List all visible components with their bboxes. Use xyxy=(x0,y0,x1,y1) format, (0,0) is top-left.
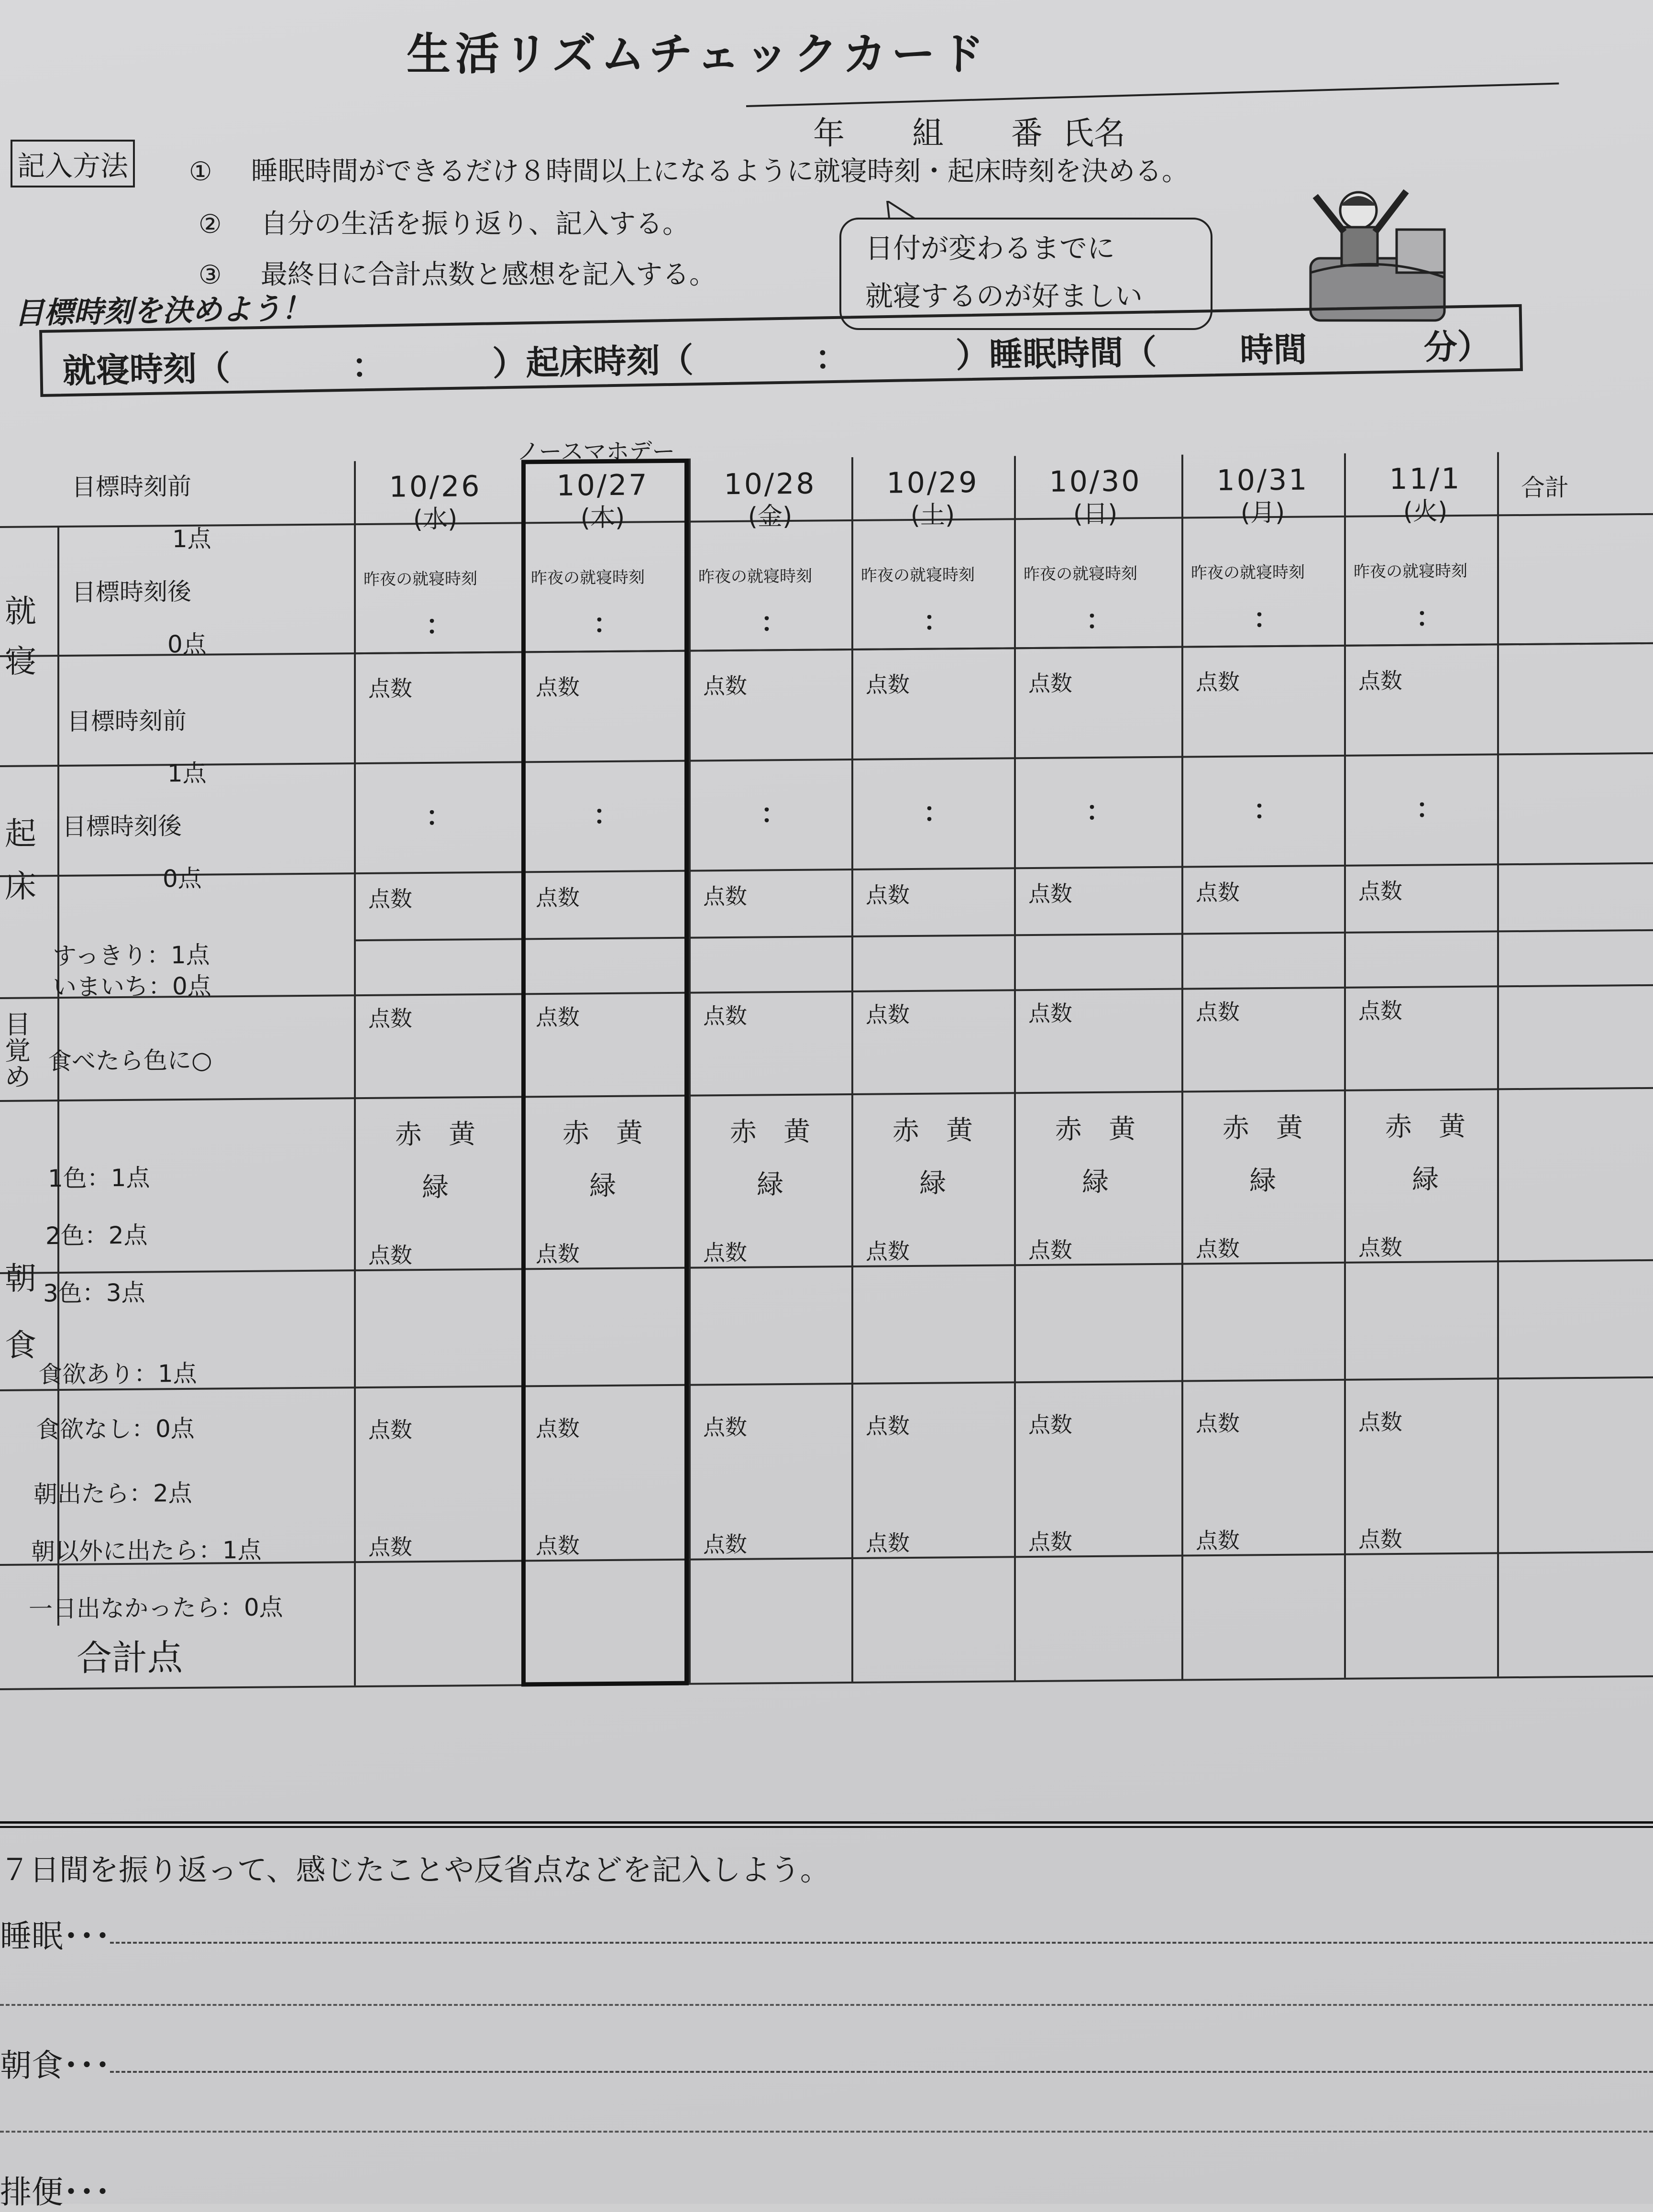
color-green[interactable]: 緑 xyxy=(1412,1164,1439,1195)
name-fields xyxy=(813,108,1183,153)
rhythm-check-table xyxy=(0,451,1653,1817)
table-row-border xyxy=(0,1675,1653,1690)
table-row-border xyxy=(0,984,1653,999)
weekday-header: (水) xyxy=(413,505,458,534)
score-cell[interactable]: 点数 xyxy=(1358,1234,1402,1261)
bedtime-colon: ： xyxy=(351,346,386,386)
score-cell[interactable]: 点数 xyxy=(1196,1235,1240,1262)
weekday-header: (日) xyxy=(1073,499,1118,529)
date-header: 10/29 xyxy=(886,465,979,500)
food-color-choices[interactable] xyxy=(851,1104,1014,1211)
sleep-duration-label: ）睡眠時間（ xyxy=(955,332,1157,375)
table-row-border xyxy=(0,1087,1653,1102)
score-cell[interactable]: 点数 xyxy=(1196,669,1240,695)
category-wake: 床 xyxy=(5,868,36,905)
reflection-prompt: ７日間を振り返って、感じたことや反省点などを記入しよう。 xyxy=(0,1852,830,1887)
section-divider xyxy=(0,1821,1653,1828)
table-row-border xyxy=(0,1259,1653,1274)
writing-line[interactable] xyxy=(0,2004,1653,2006)
page-title: 生活リズムチェックカード xyxy=(407,29,989,80)
score-cell[interactable]: 点数 xyxy=(1028,1411,1072,1438)
color-green[interactable]: 緑 xyxy=(1082,1166,1109,1198)
wake-time-entry[interactable]: ： xyxy=(593,799,620,831)
bedtime-entry[interactable]: ： xyxy=(1086,604,1113,636)
score-cell[interactable]: 点数 xyxy=(866,1238,910,1265)
category-awakening: 目 xyxy=(5,1009,31,1040)
table-col-border xyxy=(1014,456,1016,1680)
weekday-header: (木) xyxy=(580,503,625,533)
table-col-border xyxy=(1344,453,1346,1678)
weekday-header: (火) xyxy=(1403,497,1448,526)
category-bedtime: 寝 xyxy=(5,643,36,680)
breakfast-writing-line[interactable] xyxy=(110,2071,1653,2073)
bedtime-entry[interactable]: ： xyxy=(760,607,787,638)
score-cell[interactable]: 点数 xyxy=(866,671,910,698)
score-cell[interactable]: 点数 xyxy=(866,882,910,908)
table-col-border xyxy=(1181,455,1183,1679)
bedtime-entry[interactable]: ： xyxy=(1253,603,1280,635)
rule-one-point: 1点 xyxy=(172,525,211,553)
rule-after: 目標時刻後 xyxy=(72,577,191,606)
score-cell[interactable]: 点数 xyxy=(866,1413,910,1439)
rule-appetite-no: 食欲なし：0点 xyxy=(36,1414,195,1444)
color-red[interactable]: 赤 xyxy=(395,1119,422,1151)
color-red[interactable]: 赤 xyxy=(1385,1111,1412,1143)
rule-after: 目標時刻後 xyxy=(62,812,182,841)
score-cell[interactable]: 点数 xyxy=(866,1530,910,1556)
score-cell[interactable]: 点数 xyxy=(536,884,580,911)
score-cell[interactable]: 点数 xyxy=(368,1534,412,1560)
hours-label: 時間 xyxy=(1239,330,1308,371)
howto-step-1: ① 睡眠時間ができるだけ８時間以上になるように就寝時刻・起床時刻を決める。 xyxy=(189,156,1189,187)
score-cell[interactable]: 点数 xyxy=(1028,1000,1072,1027)
score-cell[interactable]: 点数 xyxy=(703,672,747,699)
table-row-border xyxy=(0,862,1653,877)
color-yellow[interactable]: 黄 xyxy=(1109,1113,1135,1145)
howto-step-3: ③ 最終日に合計点数と感想を記入する。 xyxy=(198,259,716,290)
color-yellow[interactable]: 黄 xyxy=(946,1115,973,1146)
bedtime-entry[interactable]: ： xyxy=(426,609,452,641)
food-color-choices[interactable] xyxy=(354,1108,517,1215)
color-yellow[interactable]: 黄 xyxy=(1276,1112,1303,1144)
rule-three-colors: 3色：3点 xyxy=(43,1278,145,1308)
food-color-choices[interactable] xyxy=(1344,1100,1507,1207)
bedtime-entry[interactable]: ： xyxy=(923,605,950,637)
score-cell[interactable]: 点数 xyxy=(536,1241,580,1267)
score-cell[interactable]: 点数 xyxy=(536,674,580,701)
color-yellow[interactable]: 黄 xyxy=(616,1117,643,1149)
last-night-bedtime-label: 昨夜の就寝時刻 xyxy=(861,565,975,585)
color-red[interactable]: 赤 xyxy=(562,1118,589,1149)
score-cell[interactable]: 点数 xyxy=(703,1531,747,1558)
rule-out-other: 朝以外に出たら：1点 xyxy=(31,1536,262,1566)
table-col-border xyxy=(689,459,691,1683)
minutes-label: 分） xyxy=(1423,326,1491,367)
grade-label: 年 xyxy=(813,115,845,152)
category-awakening: め xyxy=(5,1062,31,1092)
rule-two-colors: 2色：2点 xyxy=(45,1221,148,1250)
category-breakfast: 朝 xyxy=(5,1260,36,1297)
last-night-bedtime-label: 昨夜の就寝時刻 xyxy=(1354,561,1467,582)
date-header: 11/1 xyxy=(1389,462,1462,496)
score-cell[interactable]: 点数 xyxy=(1196,879,1240,906)
score-cell[interactable]: 点数 xyxy=(368,1005,412,1032)
color-red[interactable]: 赤 xyxy=(1223,1112,1249,1144)
no-smartphone-day-note: ノースマホデー xyxy=(517,438,675,465)
score-cell[interactable]: 点数 xyxy=(1028,880,1072,907)
writing-line[interactable] xyxy=(0,2131,1653,2133)
score-cell[interactable]: 点数 xyxy=(368,886,412,912)
rule-before: 目標時刻前 xyxy=(72,472,191,501)
color-yellow[interactable]: 黄 xyxy=(449,1119,475,1150)
color-red[interactable]: 赤 xyxy=(730,1116,757,1148)
color-red[interactable]: 赤 xyxy=(1055,1114,1082,1145)
last-night-bedtime-label: 昨夜の就寝時刻 xyxy=(364,569,477,590)
score-cell[interactable]: 点数 xyxy=(1358,667,1402,694)
name-underline xyxy=(746,83,1559,107)
weekday-header: (金) xyxy=(748,502,793,531)
total-column-header: 合計 xyxy=(1521,473,1569,502)
score-cell[interactable]: 点数 xyxy=(1358,878,1402,904)
rule-out-none: 一日出なかったら：0点 xyxy=(29,1593,283,1623)
date-header: 10/26 xyxy=(389,470,482,504)
sleep-writing-line[interactable] xyxy=(110,1942,1653,1944)
score-cell[interactable]: 点数 xyxy=(368,1242,412,1268)
last-night-bedtime-label: 昨夜の就寝時刻 xyxy=(1024,564,1137,584)
wake-time-entry[interactable]: ： xyxy=(1416,793,1443,825)
score-cell[interactable]: 点数 xyxy=(703,1239,747,1266)
bedtime-label: 就寝時刻（ xyxy=(62,348,231,391)
food-color-choices[interactable] xyxy=(1014,1103,1177,1210)
bowel-reflection-label: 排便･･･ xyxy=(0,2174,110,2211)
score-cell[interactable]: 点数 xyxy=(368,1417,412,1443)
score-cell[interactable]: 点数 xyxy=(1358,1526,1402,1552)
score-cell[interactable]: 点数 xyxy=(703,883,747,910)
last-night-bedtime-label: 昨夜の就寝時刻 xyxy=(698,566,812,587)
rule-one-color: 1色：1点 xyxy=(48,1164,150,1193)
score-cell[interactable]: 点数 xyxy=(703,1414,747,1441)
score-cell[interactable]: 点数 xyxy=(703,1002,747,1029)
score-cell[interactable]: 点数 xyxy=(1028,1237,1072,1264)
weekday-header: (土) xyxy=(910,501,955,530)
rule-out-morning: 朝出たら：2点 xyxy=(33,1479,192,1508)
date-header: 10/28 xyxy=(724,467,816,502)
color-yellow[interactable]: 黄 xyxy=(1439,1111,1466,1143)
category-breakfast: 食 xyxy=(5,1327,36,1364)
breakfast-reflection-label: 朝食･･･ xyxy=(0,2047,110,2084)
score-cell[interactable]: 点数 xyxy=(1358,1409,1402,1435)
howto-label: 記入方法 xyxy=(11,140,135,187)
table-row-border xyxy=(0,1376,1653,1391)
rule-ate-color: 食べたら色に○ xyxy=(48,1046,212,1076)
table-col-border xyxy=(354,461,356,1685)
food-color-choices[interactable] xyxy=(521,1107,684,1213)
score-cell[interactable]: 点数 xyxy=(1196,1527,1240,1554)
score-cell[interactable]: 点数 xyxy=(1358,997,1402,1024)
table-row-border xyxy=(0,752,1653,767)
wake-label: ）起床時刻（ xyxy=(492,340,694,384)
sleep-reflection-label: 睡眠･･･ xyxy=(0,1918,110,1955)
rule-not-quite: いまいち：0点 xyxy=(53,972,211,1001)
score-cell[interactable]: 点数 xyxy=(1028,670,1072,697)
goal-heading: 目標時刻を決めよう！ xyxy=(14,290,311,331)
date-header: 10/31 xyxy=(1216,463,1309,498)
last-night-bedtime-label: 昨夜の就寝時刻 xyxy=(531,568,645,588)
weekday-header: (月) xyxy=(1240,498,1285,528)
score-cell[interactable]: 点数 xyxy=(368,675,412,702)
rule-one-point: 1点 xyxy=(167,759,207,788)
score-cell[interactable]: 点数 xyxy=(536,1532,580,1559)
color-red[interactable]: 赤 xyxy=(893,1115,919,1147)
color-green[interactable]: 緑 xyxy=(422,1171,449,1203)
score-cell[interactable]: 点数 xyxy=(866,1001,910,1028)
wake-time-entry[interactable]: ： xyxy=(1253,794,1280,826)
wake-time-entry[interactable]: ： xyxy=(426,801,452,833)
bedtime-entry[interactable]: ： xyxy=(593,608,620,640)
table-col-border xyxy=(1497,452,1499,1676)
category-wake: 起 xyxy=(5,815,36,852)
rule-zero-point: 0点 xyxy=(163,864,202,893)
last-night-bedtime-label: 昨夜の就寝時刻 xyxy=(1191,562,1305,583)
rule-appetite-yes: 食欲あり：1点 xyxy=(38,1359,197,1389)
category-awakening: 覚 xyxy=(5,1035,31,1066)
wake-time-entry[interactable]: ： xyxy=(760,798,787,830)
name-label: 氏名 xyxy=(1062,115,1125,152)
number-label: 番 xyxy=(1011,115,1043,152)
wake-colon: ： xyxy=(815,338,849,378)
color-green[interactable]: 緑 xyxy=(757,1169,783,1200)
score-cell[interactable]: 点数 xyxy=(536,1004,580,1031)
category-bedtime: 就 xyxy=(5,593,36,630)
score-cell[interactable]: 点数 xyxy=(1028,1529,1072,1555)
no-smartphone-day-column xyxy=(521,459,689,1687)
table-col-border xyxy=(851,457,853,1682)
color-green[interactable]: 緑 xyxy=(589,1170,616,1202)
score-cell[interactable]: 点数 xyxy=(536,1415,580,1442)
wake-time-entry[interactable]: ： xyxy=(923,797,950,828)
color-green[interactable]: 緑 xyxy=(1249,1165,1276,1197)
score-cell[interactable]: 点数 xyxy=(1196,999,1240,1025)
date-header: 10/30 xyxy=(1049,464,1142,499)
howto-step-2: ② 自分の生活を振り返り、記入する。 xyxy=(198,209,689,240)
rule-refreshed: すっきり：1点 xyxy=(53,941,210,970)
date-header: 10/27 xyxy=(556,468,649,503)
color-yellow[interactable]: 黄 xyxy=(783,1116,810,1148)
bedtime-entry[interactable]: ： xyxy=(1416,602,1443,633)
rule-zero-point: 0点 xyxy=(167,630,207,659)
total-points-label: 合計点 xyxy=(77,1637,183,1679)
color-green[interactable]: 緑 xyxy=(919,1167,946,1199)
bubble-line-2: 就寝するのが好ましい xyxy=(865,280,1143,312)
rule-before: 目標時刻前 xyxy=(67,706,187,736)
bubble-line-1: 日付が変わるまでに xyxy=(865,232,1115,264)
class-label: 組 xyxy=(912,115,944,152)
wake-time-entry[interactable]: ： xyxy=(1086,795,1113,827)
food-color-choices[interactable] xyxy=(1181,1101,1344,1208)
score-cell[interactable]: 点数 xyxy=(1196,1410,1240,1437)
food-color-choices[interactable] xyxy=(689,1105,851,1212)
